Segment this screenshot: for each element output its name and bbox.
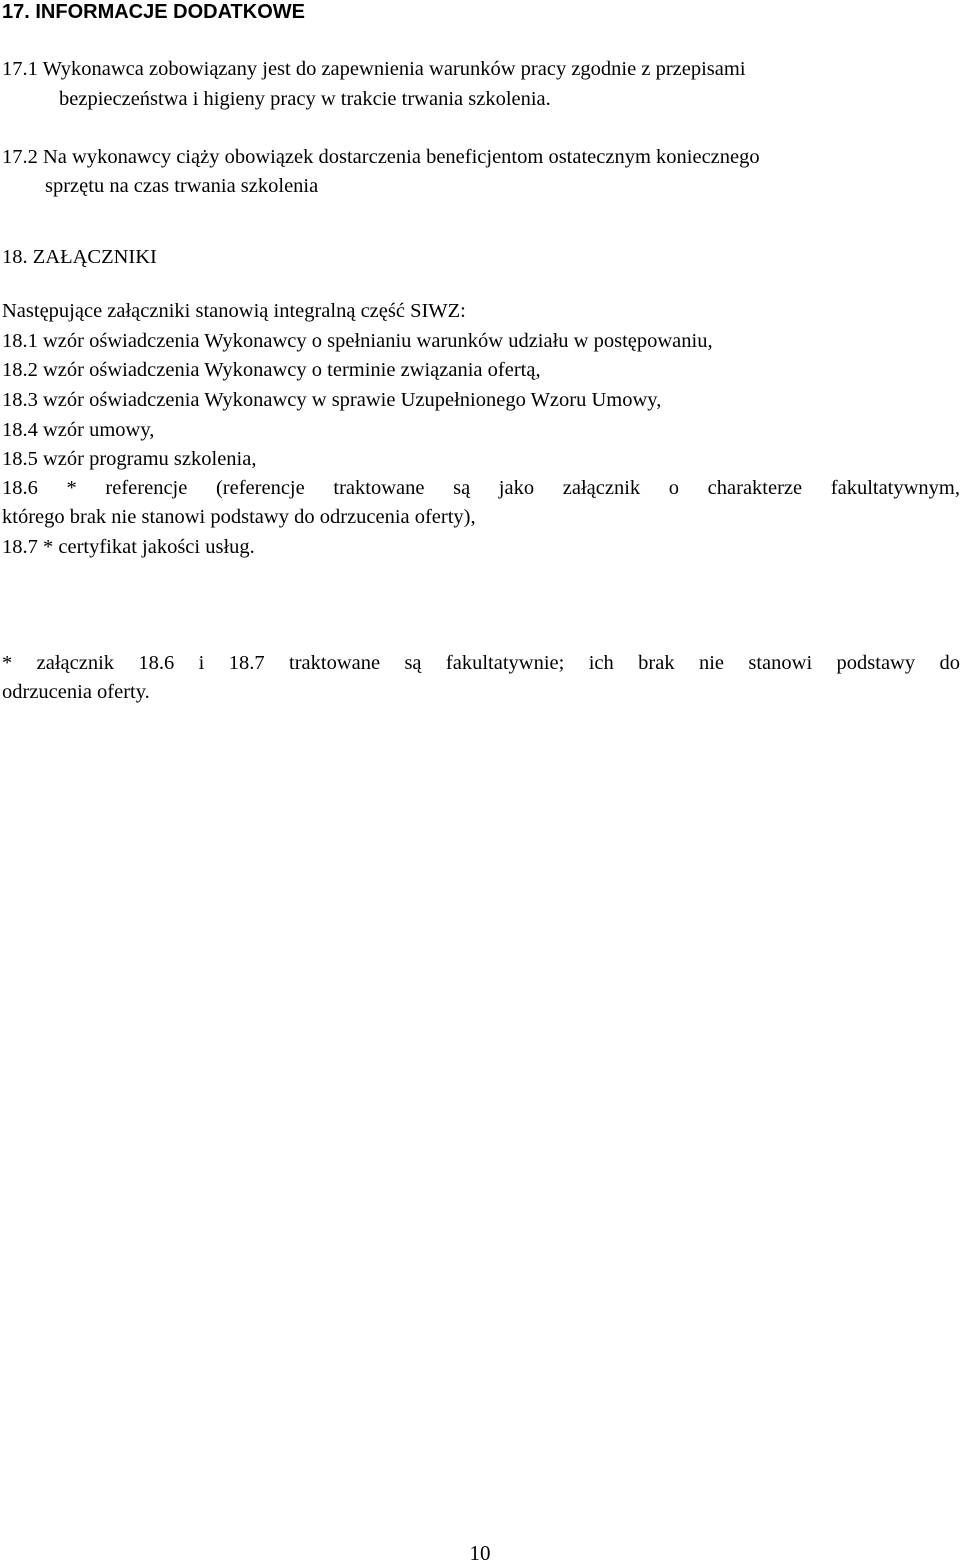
page-number: 10: [469, 1541, 491, 1565]
footnote-line-1: * załącznik 18.6 i 18.7 traktowane są fakultatywnie; ich brak nie stanowi podstawy do: [2, 652, 960, 674]
section-17-1-line-1: 17.1 Wykonawca zobowiązany jest do zapewnienia warunków pracy zgodnie z przepisami: [2, 58, 746, 80]
section-17-2-line-2: sprzętu na czas trwania szkolenia: [45, 175, 319, 197]
attachments-intro: Następujące załączniki stanowią integralną część SIWZ:: [2, 300, 466, 322]
section-17-heading: 17. INFORMACJE DODATKOWE: [2, 1, 305, 23]
attachment-item-18-7: 18.7 * certyfikat jakości usług.: [2, 536, 255, 558]
attachment-item-18-3: 18.3 wzór oświadczenia Wykonawcy w sprawie Uzupełnionego Wzoru Umowy,: [2, 389, 662, 411]
attachment-item-18-5: 18.5 wzór programu szkolenia,: [2, 448, 257, 470]
section-18-heading: 18. ZAŁĄCZNIKI: [2, 246, 157, 268]
attachment-item-18-6-line-2: którego brak nie stanowi podstawy do odrzucenia oferty),: [2, 506, 476, 528]
footnote-line-2: odrzucenia oferty.: [2, 681, 150, 703]
attachment-item-18-2: 18.2 wzór oświadczenia Wykonawcy o terminie związania ofertą,: [2, 359, 541, 381]
attachment-item-18-6-line-1: 18.6 * referencje (referencje traktowane są jako załącznik o charakterze fakultatywnym,: [2, 477, 960, 499]
attachment-item-18-1: 18.1 wzór oświadczenia Wykonawcy o spełnianiu warunków udziału w postępowaniu,: [2, 330, 713, 352]
section-17-1-line-2: bezpieczeństwa i higieny pracy w trakcie trwania szkolenia.: [59, 88, 551, 110]
attachment-item-18-4: 18.4 wzór umowy,: [2, 419, 155, 441]
section-17-2-line-1: 17.2 Na wykonawcy ciąży obowiązek dostarczenia beneficjentom ostatecznym koniecznego: [2, 146, 760, 168]
